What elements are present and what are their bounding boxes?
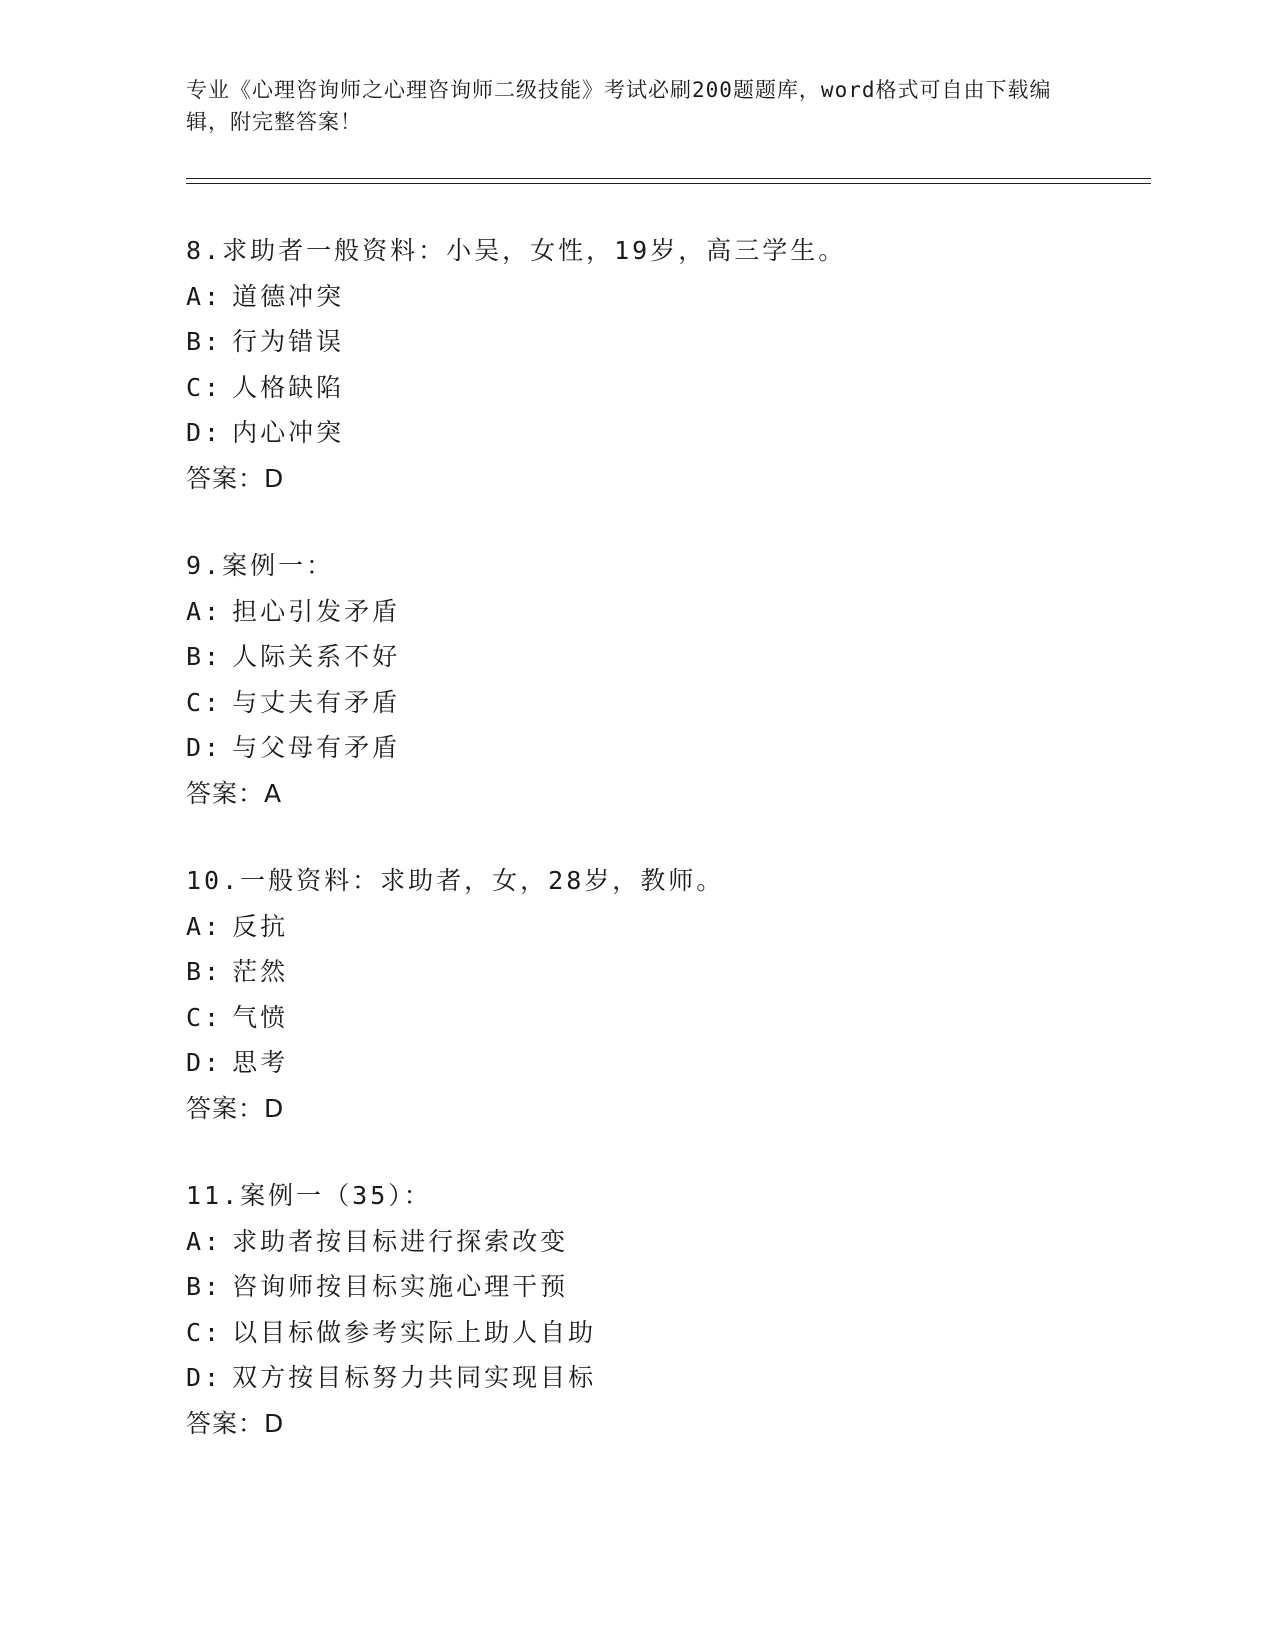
option-c	[186, 1310, 1146, 1356]
option-d	[186, 1040, 1146, 1086]
option-a	[186, 274, 1146, 320]
option-text: 内心冲突	[232, 418, 345, 447]
option-text: 担心引发矛盾	[232, 596, 401, 626]
question-block	[186, 858, 1146, 1131]
option-text: 求助者按目标进行探索改变	[232, 1226, 569, 1256]
option-text: 反抗	[232, 911, 289, 941]
option-b	[186, 1264, 1146, 1310]
option-letter: B:	[186, 957, 223, 986]
option-text: 以目标做参考实际上助人自助	[232, 1317, 597, 1347]
option-letter: B:	[186, 1272, 223, 1301]
option-d	[186, 1355, 1146, 1401]
header-divider-top	[186, 178, 1151, 179]
document-header: 专业《心理咨询师之心理咨询师二级技能》考试必刷200题题库，word格式可自由下载编辑，附完整答案！	[186, 78, 1052, 134]
option-c	[186, 995, 1146, 1041]
option-letter: A:	[186, 911, 223, 941]
option-letter: D:	[186, 1363, 223, 1392]
option-text: 思考	[232, 1048, 289, 1077]
option-letter: A:	[186, 281, 223, 311]
option-letter: C:	[186, 687, 223, 717]
option-text: 道德冲突	[232, 281, 345, 311]
question-stem: 8.求助者一般资料：小吴，女性，19岁，高三学生。	[186, 236, 847, 265]
option-text: 人际关系不好	[232, 642, 401, 671]
option-letter: B:	[186, 327, 223, 356]
question-block	[186, 543, 1146, 816]
option-letter: B:	[186, 642, 223, 671]
option-b	[186, 949, 1146, 995]
answer-line: 答案：D	[186, 1093, 285, 1123]
option-a	[186, 589, 1146, 635]
option-text: 双方按目标努力共同实现目标	[232, 1363, 597, 1392]
option-letter: D:	[186, 418, 223, 447]
option-c	[186, 365, 1146, 411]
question-stem: 10.一般资料：求助者，女，28岁，教师。	[186, 866, 725, 895]
answer-line: 答案：D	[186, 1408, 285, 1438]
option-letter: C:	[186, 1317, 223, 1347]
option-d	[186, 410, 1146, 456]
question-stem: 11.案例一（35）：	[186, 1181, 432, 1210]
option-b	[186, 634, 1146, 680]
question-block	[186, 1173, 1146, 1446]
option-text: 与丈夫有矛盾	[232, 687, 401, 717]
option-letter: A:	[186, 1226, 223, 1256]
option-text: 咨询师按目标实施心理干预	[232, 1272, 569, 1301]
question-stem: 9.案例一：	[186, 551, 335, 580]
option-a	[186, 904, 1146, 950]
option-letter: D:	[186, 733, 223, 762]
option-text: 气愤	[232, 1002, 289, 1032]
option-c	[186, 680, 1146, 726]
option-d	[186, 725, 1146, 771]
option-a	[186, 1219, 1146, 1265]
option-text: 与父母有矛盾	[232, 733, 401, 762]
option-text: 行为错误	[232, 327, 345, 356]
answer-line: 答案：A	[186, 778, 283, 808]
option-b	[186, 319, 1146, 365]
option-letter: C:	[186, 372, 223, 402]
question-block	[186, 228, 1146, 501]
option-letter: C:	[186, 1002, 223, 1032]
option-letter: D:	[186, 1048, 223, 1077]
option-text: 人格缺陷	[232, 372, 345, 402]
option-letter: A:	[186, 596, 223, 626]
answer-line: 答案：D	[186, 463, 285, 493]
option-text: 茫然	[232, 957, 289, 986]
header-divider-bottom	[186, 183, 1151, 184]
